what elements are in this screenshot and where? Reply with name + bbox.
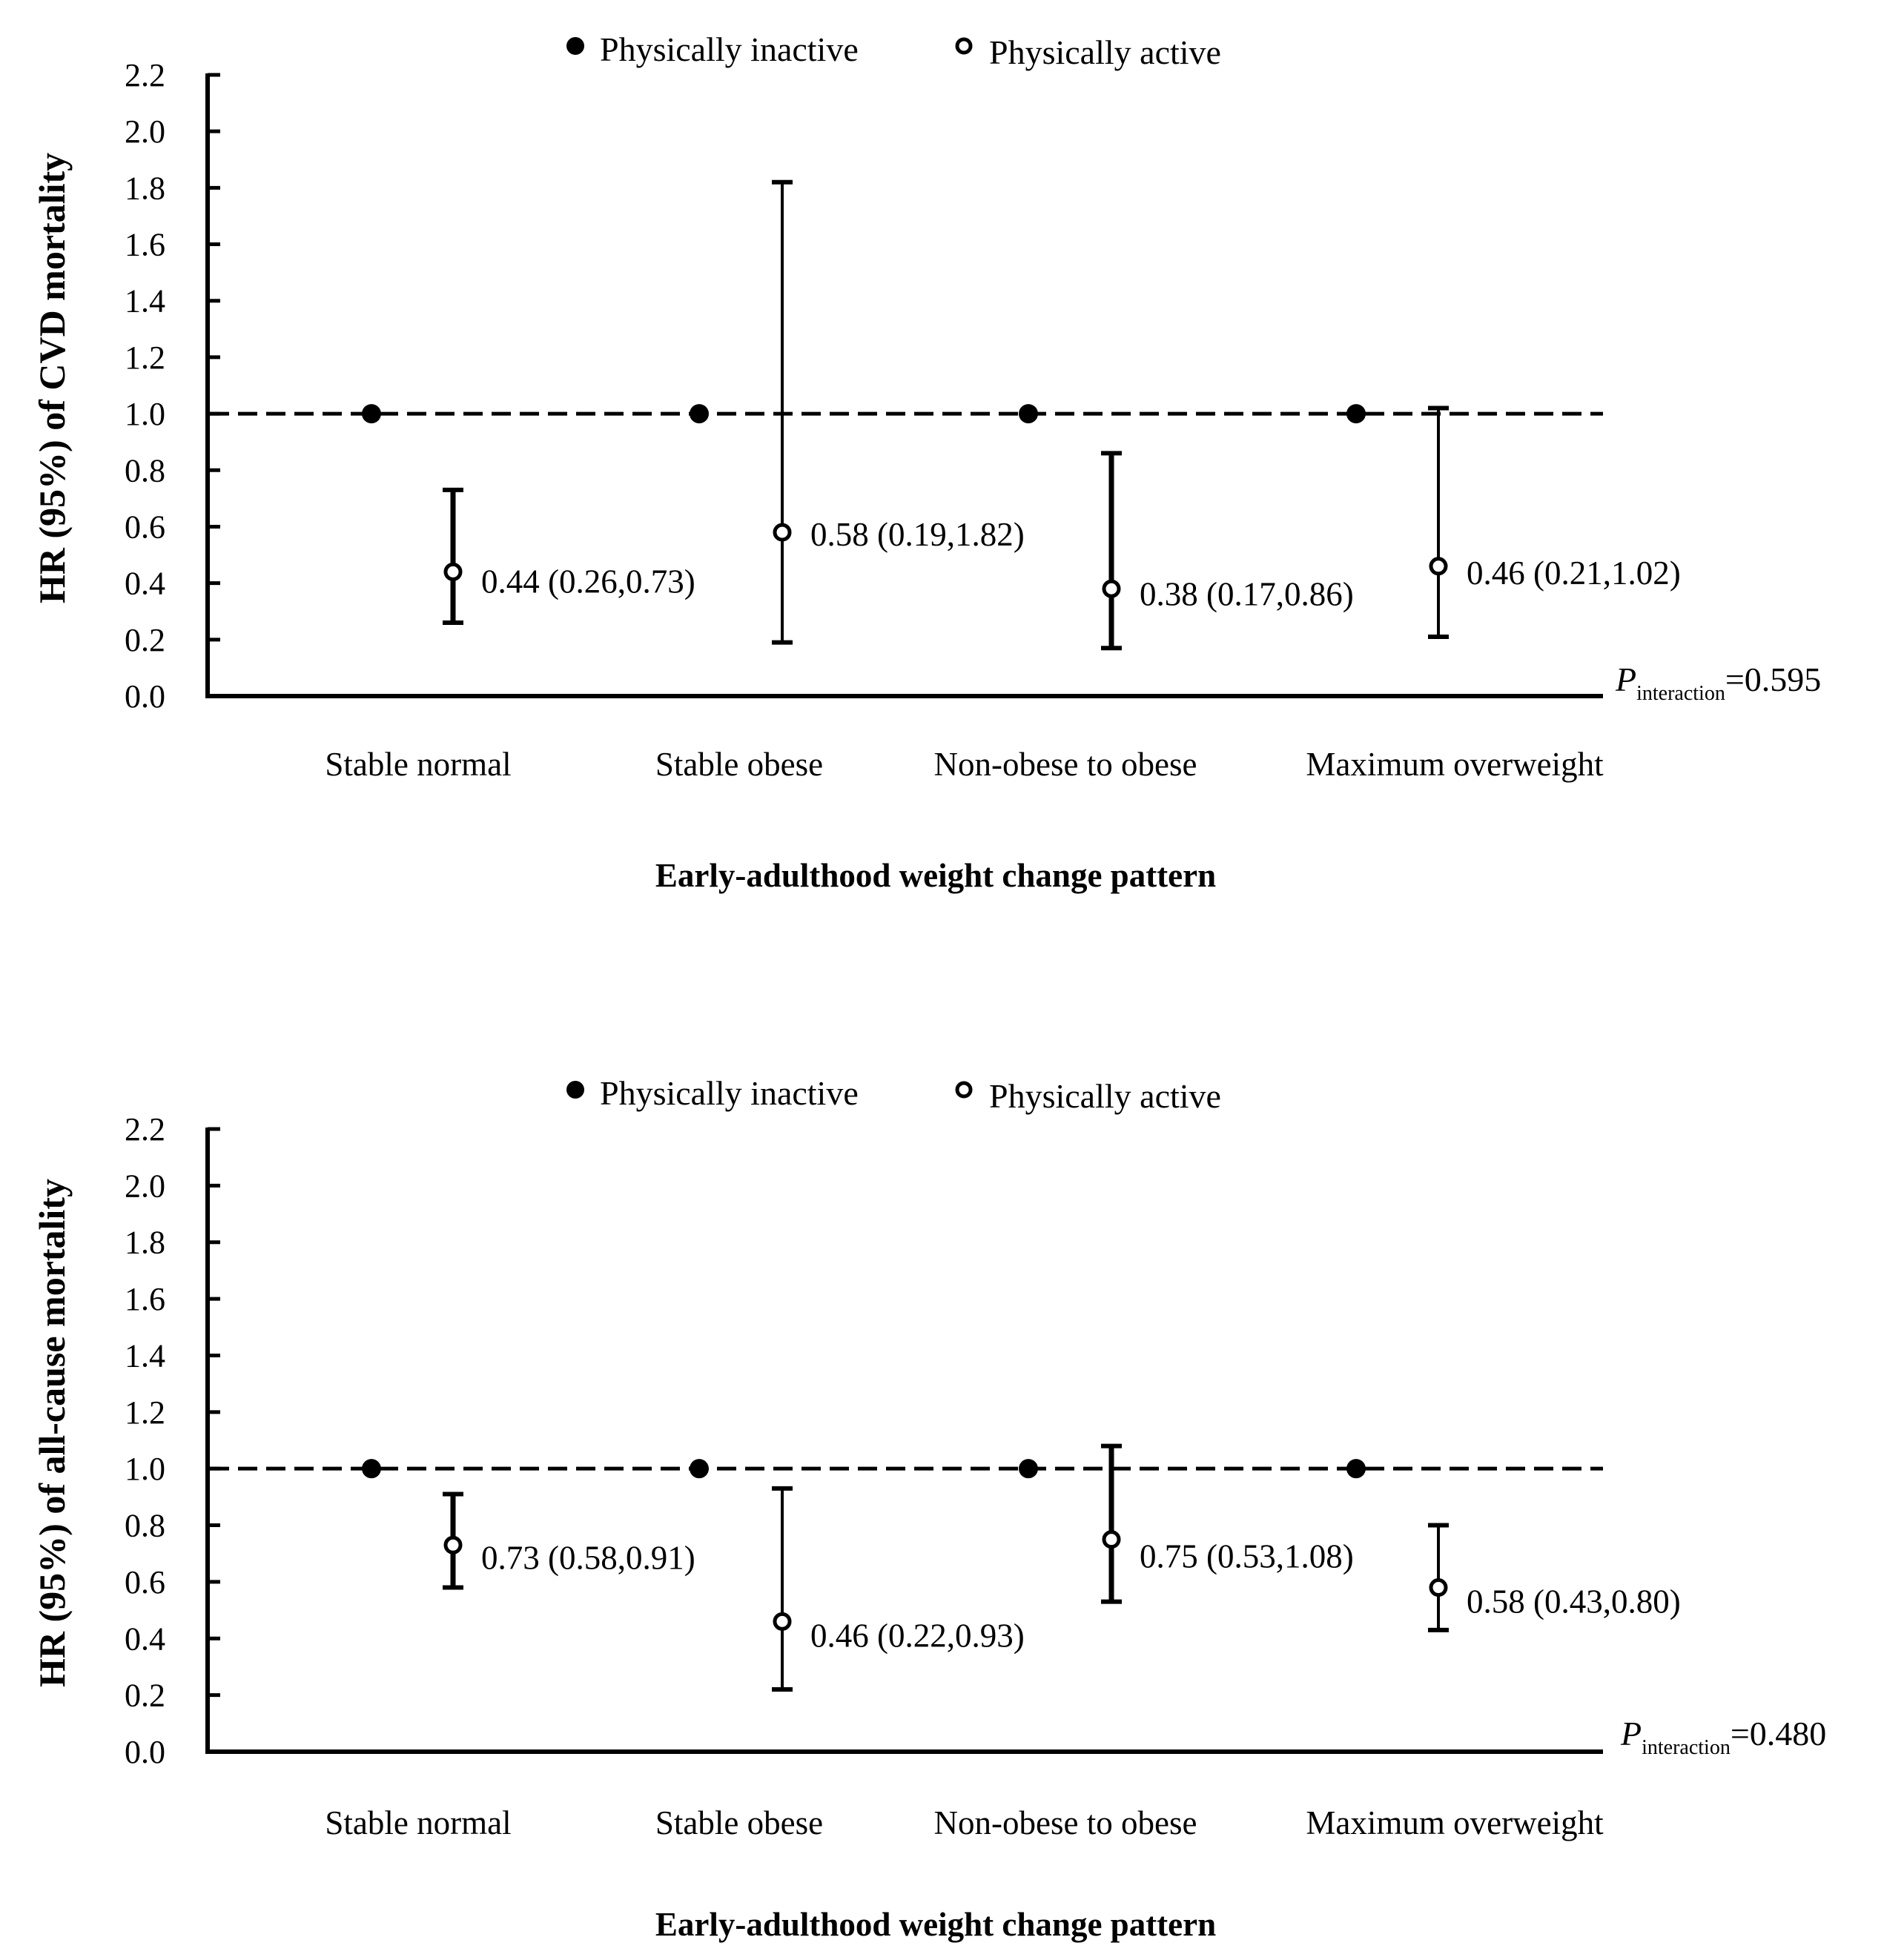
active-point-group — [1428, 1526, 1681, 1630]
active-point-group — [443, 490, 695, 623]
estimate-label: 0.58 (0.19,1.82) — [810, 516, 1025, 554]
p-interaction-annotation — [1615, 660, 1821, 705]
legend-label-inactive: Physically inactive — [600, 1074, 859, 1112]
y-tick-label: 0.4 — [125, 1620, 165, 1658]
x-category-label: Stable obese — [655, 746, 824, 783]
y-tick-label: 0.6 — [125, 509, 165, 546]
p-symbol: P — [1616, 660, 1637, 698]
y-tick-label: 1.2 — [125, 339, 165, 376]
y-tick-label: 0.2 — [125, 1677, 165, 1714]
y-axis-title: HR (95%) of all-cause mortality — [31, 1179, 73, 1687]
p-value: =0.480 — [1730, 1715, 1827, 1752]
p-interaction-annotation — [1620, 1715, 1826, 1759]
y-tick-label: 1.0 — [125, 396, 165, 433]
x-category-label: Stable normal — [325, 1804, 512, 1841]
legend — [566, 30, 1221, 71]
y-tick-label: 1.6 — [125, 1281, 165, 1318]
cvd-mortality-panel — [31, 30, 1821, 894]
y-tick-label: 1.4 — [125, 1337, 165, 1374]
y-tick-label: 0.8 — [125, 1507, 165, 1544]
y-tick-label: 0.0 — [125, 678, 165, 715]
open-circle-marker-icon — [957, 1083, 971, 1096]
p-symbol: P — [1621, 1715, 1642, 1752]
x-category-label: Non-obese to obese — [933, 1804, 1197, 1841]
y-axis-title: HR (95%) of CVD mortality — [31, 152, 73, 604]
filled-circle-marker-icon — [566, 1081, 584, 1099]
estimate-label: 0.73 (0.58,0.91) — [481, 1539, 695, 1577]
legend-label-active: Physically active — [989, 33, 1221, 71]
x-axis-title: Early-adulthood weight change pattern — [655, 1906, 1217, 1943]
filled-circle-marker-icon — [566, 37, 584, 55]
legend-label-active: Physically active — [989, 1077, 1221, 1115]
axes — [125, 57, 1603, 715]
x-axis-title: Early-adulthood weight change pattern — [655, 857, 1217, 894]
active-point — [1431, 1580, 1446, 1595]
y-tick-label: 2.0 — [125, 1168, 165, 1205]
y-tick-label: 0.8 — [125, 452, 165, 489]
active-point — [1104, 1532, 1119, 1547]
inactive-point — [362, 1459, 381, 1478]
inactive-point — [690, 404, 709, 423]
active-point — [775, 1614, 790, 1629]
active-point-group — [772, 1489, 1025, 1689]
legend-label-inactive: Physically inactive — [600, 30, 859, 68]
axes — [125, 1111, 1603, 1770]
x-category-label: Maximum overweight — [1306, 1804, 1604, 1841]
active-point — [446, 1537, 460, 1552]
y-tick-label: 0.0 — [125, 1734, 165, 1770]
estimate-label: 0.46 (0.22,0.93) — [810, 1617, 1025, 1655]
active-point — [1431, 559, 1446, 574]
estimate-label: 0.44 (0.26,0.73) — [481, 563, 695, 600]
inactive-point — [362, 404, 381, 423]
inactive-point — [690, 1459, 709, 1478]
active-point-group — [1428, 408, 1681, 637]
estimate-label: 0.58 (0.43,0.80) — [1467, 1583, 1681, 1620]
p-value: =0.595 — [1725, 660, 1822, 698]
active-point — [1104, 581, 1119, 596]
estimate-label: 0.75 (0.53,1.08) — [1140, 1537, 1354, 1575]
inactive-point — [1346, 1459, 1366, 1478]
y-tick-label: 0.2 — [125, 621, 165, 658]
x-category-label: Stable normal — [325, 746, 512, 783]
y-tick-label: 1.2 — [125, 1394, 165, 1431]
x-category-label: Stable obese — [655, 1804, 824, 1841]
y-tick-label: 0.4 — [125, 565, 165, 602]
active-point — [446, 564, 460, 579]
y-tick-label: 1.4 — [125, 282, 165, 320]
y-tick-label: 2.0 — [125, 113, 165, 150]
active-point-group — [1101, 453, 1354, 648]
inactive-point — [1346, 404, 1366, 423]
estimate-label: 0.38 (0.17,0.86) — [1140, 575, 1354, 613]
estimate-label: 0.46 (0.21,1.02) — [1467, 554, 1681, 592]
inactive-point — [1019, 1459, 1038, 1478]
all-cause-mortality-panel — [31, 1074, 1826, 1943]
p-subscript: interaction — [1636, 682, 1725, 705]
y-tick-label: 1.8 — [125, 1224, 165, 1261]
legend — [566, 1074, 1221, 1115]
y-tick-label: 1.6 — [125, 226, 165, 263]
active-point — [775, 525, 790, 540]
x-category-label: Maximum overweight — [1306, 746, 1604, 783]
y-tick-label: 1.0 — [125, 1451, 165, 1488]
y-tick-label: 2.2 — [125, 57, 165, 93]
open-circle-marker-icon — [957, 39, 971, 53]
inactive-point — [1019, 404, 1038, 423]
x-category-label: Non-obese to obese — [933, 746, 1197, 783]
p-subscript: interaction — [1642, 1736, 1731, 1759]
y-tick-label: 1.8 — [125, 170, 165, 207]
y-tick-label: 0.6 — [125, 1563, 165, 1600]
active-point-group — [443, 1494, 695, 1588]
y-tick-label: 2.2 — [125, 1111, 165, 1148]
